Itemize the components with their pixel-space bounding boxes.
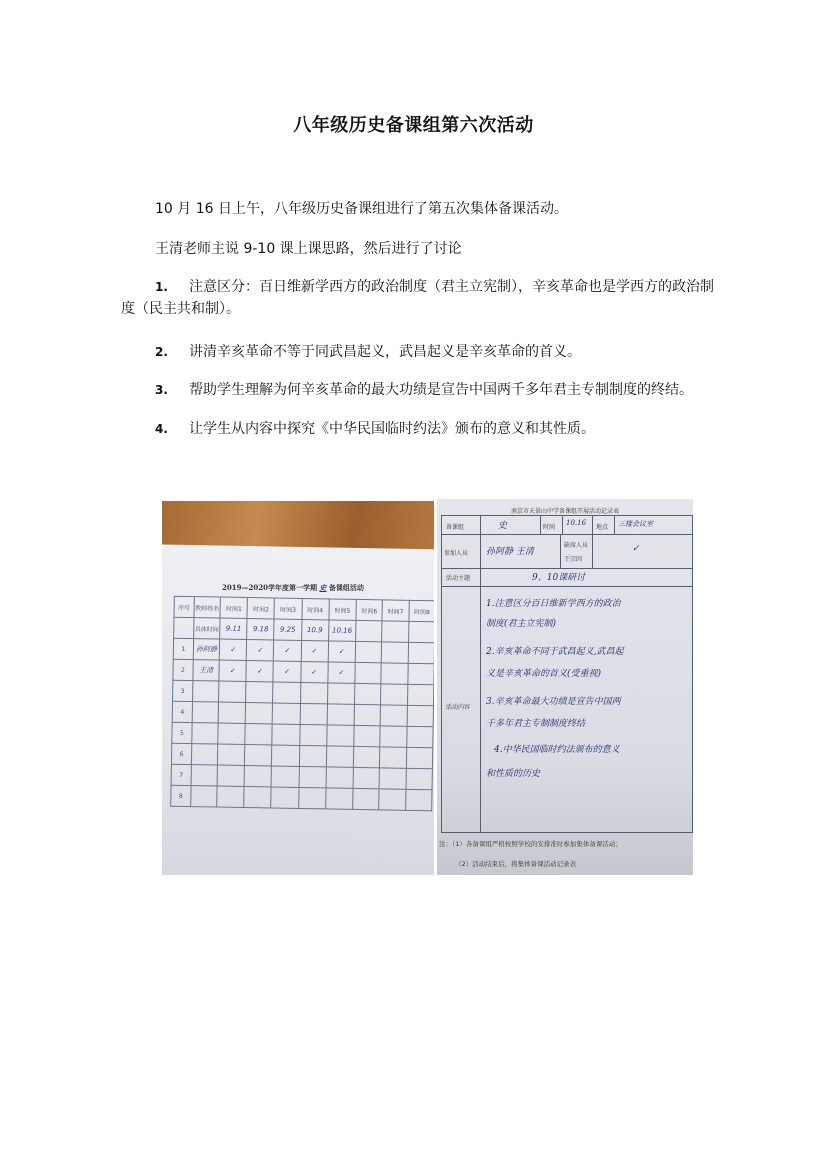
check-cell: ✓ <box>220 639 247 660</box>
header-cell: 时间7 <box>382 600 409 621</box>
date-cell: 9.18 <box>247 619 274 640</box>
check-cell: ✓ <box>327 662 355 683</box>
header-cell: 时间8 <box>409 600 434 621</box>
topic-label: 活动主题 <box>446 575 471 582</box>
row-number: 2 <box>173 659 193 680</box>
row-number: 6 <box>171 743 191 764</box>
list-number: 4. <box>155 422 168 436</box>
row-number: 1 <box>173 638 193 659</box>
speaker-paragraph: 王清老师主说 9-10 课上课思路，然后进行了讨论 <box>155 241 462 257</box>
intro-paragraph: 10 月 16 日上午，八年级历史备课组进行了第五次集体备课活动。 <box>155 201 568 217</box>
row-number: 8 <box>171 785 191 806</box>
attendance-sheet-photo <box>162 501 434 875</box>
page-title: 八年级历史备课组第六次活动 <box>293 115 534 136</box>
check-cell: ✓ <box>273 661 300 682</box>
place-value: 三楼会议室 <box>618 520 653 528</box>
header-cell: 时间4 <box>301 598 328 619</box>
footnote: （2）活动结束后，将集体备课活动记录表 <box>455 860 577 868</box>
header-cell: 序号 <box>174 596 194 617</box>
row-number: 5 <box>172 722 192 743</box>
date-cell: 10.9 <box>301 619 328 640</box>
content-line: 4.中华民国临时约法颁布的意义 <box>494 745 620 755</box>
check-cell: ✓ <box>300 661 327 682</box>
check-cell: ✓ <box>328 641 356 662</box>
content-line: 2.辛亥革命不同于武昌起义,武昌起 <box>486 647 624 657</box>
footnote: 注：（1）各备课组严格按照学校的安排准时参加集体备课活动； <box>439 840 622 848</box>
participants-label: 参加人员 <box>444 550 469 557</box>
row-number: 7 <box>171 764 191 785</box>
list-item <box>121 379 721 401</box>
place-label: 地点 <box>596 524 609 531</box>
check-cell: ✓ <box>246 661 273 682</box>
date-cell: 9.25 <box>274 619 301 640</box>
list-item <box>121 341 721 363</box>
content-line: 3.辛亥革命最大功绩是宣告中国两 <box>486 697 621 707</box>
table-row <box>171 785 432 811</box>
sheet-title: 2019—2020学年度第一学期 史 备课组活动 <box>222 583 364 592</box>
group-value: 史 <box>498 521 508 531</box>
form-title: 南京市天景山中学备课组开展活动记录表 <box>511 508 620 515</box>
topic-value: 9、10课研讨 <box>532 573 586 583</box>
header-cell: 时间6 <box>356 599 383 620</box>
teacher-name: 孙阿静 <box>193 639 220 660</box>
list-text: 讲清辛亥革命不等于同武昌起义，武昌起义是辛亥革命的首义。 <box>189 344 581 360</box>
content-line: 义是辛亥革命的首义(受重视) <box>486 669 602 679</box>
attendance-table <box>170 596 434 812</box>
row-number: 3 <box>173 680 193 701</box>
record-form <box>441 515 693 833</box>
list-item <box>121 418 721 440</box>
absent-name: 王宗因 <box>564 556 583 563</box>
header-cell: 时间5 <box>329 599 357 620</box>
content-label: 活动内容 <box>446 704 471 711</box>
activity-record-photo <box>437 499 693 875</box>
content-line: 千多年君主专制制度终结 <box>486 719 586 729</box>
date-cell: 9.11 <box>220 618 247 639</box>
date-label: 具体时间 <box>193 618 220 639</box>
header-cell: 时间1 <box>220 597 247 618</box>
list-number: 1. <box>155 280 168 294</box>
header-cell: 教师姓名 <box>194 597 221 618</box>
date-cell: 10.16 <box>328 620 356 641</box>
check-cell: ✓ <box>274 640 301 661</box>
check-cell: ✓ <box>247 640 274 661</box>
list-text: 帮助学生理解为何辛亥革命的最大功绩是宣告中国两千多年君主专制制度的终结。 <box>189 382 693 398</box>
time-label: 时间 <box>543 524 556 531</box>
content-line: 制度(君主立宪制) <box>486 619 557 629</box>
participants-value: 孙阿静 王清 <box>486 547 534 557</box>
teacher-name: 王清 <box>193 660 220 681</box>
header-cell: 时间3 <box>274 598 301 619</box>
check-cell: ✓ <box>301 640 328 661</box>
list-number: 3. <box>155 383 168 397</box>
check-cell: ✓ <box>219 660 246 681</box>
content-line: 和性质的历史 <box>486 769 541 779</box>
header-cell: 时间2 <box>247 598 274 619</box>
content-line: 1.注意区分百日维新学西方的政治 <box>486 599 621 609</box>
absent-mark: ✓ <box>632 544 640 554</box>
list-number: 2. <box>155 345 168 359</box>
list-item <box>121 276 721 320</box>
time-value: 10.16 <box>566 519 587 527</box>
list-text: 注意区分：百日维新学西方的政治制度（君主立宪制），辛亥革命也是学西方的政治制度（民主共和制）。 <box>121 279 714 317</box>
group-label: 备课组 <box>446 524 465 531</box>
list-text: 让学生从内容中探究《中华民国临时约法》颁布的意义和其性质。 <box>189 421 595 437</box>
row-number: 4 <box>172 701 192 722</box>
absent-label: 缺席人员 <box>564 542 589 549</box>
